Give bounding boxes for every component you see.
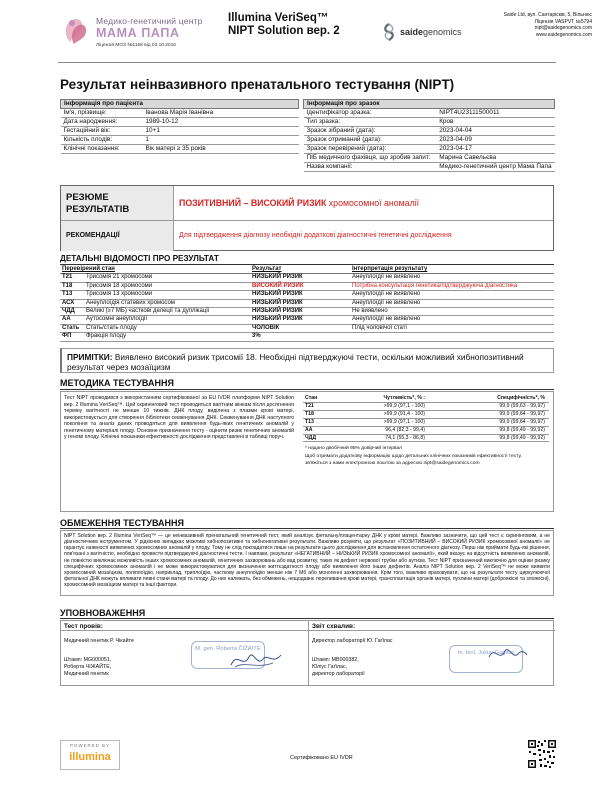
table-row-flagged (60, 282, 554, 290)
saide-brand-suffix: genomics (423, 27, 462, 37)
table-row (60, 291, 554, 299)
saide-brand-text (400, 27, 462, 37)
tested-by-stamp-id: Штамп: MG000051, (64, 657, 112, 663)
table-row (303, 410, 549, 418)
details-table (60, 266, 554, 342)
table-row (303, 418, 549, 426)
condition-interpretation: Анеуплоїдії не виявлено (350, 291, 554, 299)
powered-by-illumina-badge (60, 740, 120, 770)
condition-name: Анеуплоїдія статевих хромосом (84, 299, 250, 307)
sample-label: Зразок зібраний (дата): (304, 127, 437, 136)
condition-interpretation: Анеуплоїдії не виявлено (350, 299, 554, 307)
tested-by-name: Роберта ЧІЖАЙТЕ, (64, 664, 112, 670)
sample-label: Зразок отриманий (дата): (304, 136, 437, 145)
sample-label: Зразок перевірений (дата): (304, 145, 437, 154)
sample-label: Тип зразка: (304, 118, 437, 127)
sample-value: NIPT4U23111500011 (436, 109, 554, 118)
condition-name: Трисомія 18 хромосоми (84, 282, 250, 290)
method-section-title: МЕТОДИКА ТЕСТУВАННЯ (60, 378, 174, 388)
condition-code: ФП (60, 333, 84, 341)
condition-name: Трисомія 21 хромосоми (84, 274, 250, 282)
results-summary-box (60, 185, 554, 251)
condition-name: Аутосомні анеуплоїдії (84, 316, 250, 324)
sample-value: Кров (436, 118, 554, 127)
condition-result: НИЗЬКИЙ РИЗИК (250, 316, 350, 324)
approval-section-title: УПОВНОВАЖЕННЯ (60, 608, 146, 618)
table-row (303, 426, 549, 434)
perf-specificity: 99,9 (99,64 - 99,97) (441, 410, 549, 418)
page-title: Результат неінвазивного пренатального тестування (NIPT) (60, 77, 455, 92)
method-box (60, 391, 554, 512)
approved-by-stamp-text: m. biol. Julius Gagilas (457, 650, 515, 656)
limitations-text: NIPT Solution вер. 2 Illumina VeriSeq™ — це неінвазивний пренатальний генетичний тест, який аналізує фетальну/плацентарну ДНК у крові матері. Важливо зазначити, що цей тест є скринінговим, а не діагностичним інструментом. У рідкісних випадках можливі хибнопозитивні та хибнонегативні результати. Важливо розуміти, що результат «ПОЗИТИВНИЙ – ВИСОКИЙ РИЗИК хромосомної аномалії» не гарантує наявності виявлених хромосомних аномалій у плоду. Тому не слід покладатися лише на результати цього дослідження для встановлення остаточного діагнозу. Перш ніж приймати будь-які рішення, пов'язані з вагітністю, необхідно провести підтверджуючі діагностичні тести. І навпаки, результат «НЕГАТИВНИЙ – НИЗЬКИЙ РИЗИК хромосомної аномалії», який вказує на відсутність виявлених аномалій, не повністю виключає можливість інших хромосомних аномалій, генетичних захворювань або вад розвитку, таких як дефект нервової трубки або аутизм. Тест NIPT призначений виключно для оцінки ризику специфічних хромосомних аномалій і не може використовуватися для визначення життєздатності плоду або виявлення його інших дефектів. Аналіз NIPT Solution вер. 2 VeriSeq™ не може виявити хромосомний мозаїцизм, поліплоїдію, наприклад, триплоїдію, часткову анеуплоїдію менше ніж 7 Мб або моногенні захворювання. Крім того, важливо враховувати, що на результати тесту циркулюючої фетальної ДНК можуть впливати певні стани матері та плоду. До них належать, без обмежень, нещодавнє переливання крові матері, трансплантація органів матері, пухлини матері (доброякісні та злоякісні), хромосомний мозаїцизм матері та інші фактори. (60, 530, 554, 596)
patient-label: Клінічні показання: (61, 145, 143, 154)
perf-sensitivity: >99,9 (97,1 - 100) (343, 402, 441, 410)
approval-box (60, 620, 554, 686)
approved-by-role: Директор лабораторії Ю. Гаґілас (312, 638, 393, 644)
address-line: Ліцензія VASPVT №5794 (534, 18, 592, 25)
condition-code: АСХ (60, 299, 84, 307)
summary-result-rest: хромосомної аномалії (326, 198, 420, 208)
condition-result: 3% (250, 333, 350, 341)
table-row (303, 434, 549, 442)
condition-code: T21 (60, 274, 84, 282)
sample-info-table (303, 99, 555, 172)
tested-by-title: Медичний генетик (64, 671, 109, 677)
lab-address (472, 12, 592, 38)
condition-name: Стать/стать плоду (84, 324, 250, 332)
condition-result: ВИСОКИЙ РИЗИК (250, 282, 350, 290)
perf-sensitivity: 96,4 (82,3 - 99,4) (343, 426, 441, 434)
performance-notes (305, 446, 545, 467)
perf-specificity: 99,8 (99,49 - 99,92) (441, 426, 549, 434)
saide-brand-prefix: saide (400, 27, 424, 37)
patient-label: Ім'я, прізвище: (61, 109, 143, 118)
condition-code: T18 (60, 282, 84, 290)
patient-value: 1 (143, 136, 299, 145)
signature-icon (487, 643, 529, 665)
recommendations-label: РЕКОМЕНДАЦІЇ (61, 221, 174, 251)
sample-info-header: Інформація про зразок (304, 100, 555, 109)
product-title-line-2: NIPT Solution вер. 2 (228, 25, 340, 37)
condition-code: АА (60, 316, 84, 324)
approved-by-name: Юліус Гаґілас, (312, 664, 348, 670)
patient-info-table (60, 99, 299, 154)
illumina-logo: illumina (69, 751, 111, 763)
product-title-line-1: Illumina VeriSeq™ (228, 12, 329, 24)
condition-name: Трисомія 13 хромосоми (84, 291, 250, 299)
signature-icon (229, 647, 283, 673)
tested-by-stamp-text: М. gen. Roberta ČIŽAITĖ (195, 646, 261, 652)
sample-label: Ідентифікатор зразка: (304, 109, 437, 118)
summary-result-bold: ПОЗИТИВНИЙ – ВИСОКИЙ РИЗИК (179, 198, 327, 208)
perf-specificity: 99,9 (99,63 - 99,97) (441, 402, 549, 410)
table-row (60, 299, 554, 307)
recommendations-row (61, 221, 553, 251)
perf-condition: T13 (303, 418, 343, 426)
condition-name: Великі (≥7 МБ) часткові делеції та дуплікації (84, 308, 250, 316)
perf-sensitivity: 74,1 (55,3 - 86,8) (343, 434, 441, 442)
tested-by-column (61, 621, 308, 685)
table-row (60, 274, 554, 282)
condition-result: НИЗЬКИЙ РИЗИК (250, 308, 350, 316)
condition-result: НИЗЬКИЙ РИЗИК (250, 299, 350, 307)
patient-value: Вік матері ≥ 35 років (143, 145, 299, 154)
sample-value: 2023-04-04 (436, 127, 554, 136)
sample-value: 2023-04-09 (436, 136, 554, 145)
address-website: www.saidegenomics.com (535, 31, 592, 38)
clinic-license: Ліцензія МОЗ №1168 від 03.10.2016 (96, 43, 176, 48)
condition-interpretation: Плід чоловічої статі (350, 324, 554, 332)
clinic-logo-icon (60, 14, 90, 48)
patient-label: Гестаційний вік: (61, 127, 143, 136)
perf-sensitivity: >99,9 (97,1 - 100) (343, 418, 441, 426)
condition-result: НИЗЬКИЙ РИЗИК (250, 291, 350, 299)
condition-interpretation (350, 333, 554, 341)
product-title (228, 12, 378, 38)
perf-header-sensitivity: Чутливість*, % : (343, 395, 441, 402)
condition-interpretation: Не виявлено (350, 308, 554, 316)
sample-value: Медико-генетичний центр Мама Папа (436, 163, 554, 172)
perf-header-specificity: Специфічність*, % (441, 395, 549, 402)
limitations-divider (60, 528, 554, 529)
details-section-title: ДЕТАЛЬНІ ВІДОМОСТІ ПРО РЕЗУЛЬТАТ (60, 254, 219, 263)
table-row (303, 402, 549, 410)
details-col-header-interpretation: Інтерпретація результату (350, 266, 554, 274)
details-col-header-result: Результат (250, 266, 350, 274)
table-row (60, 308, 554, 316)
sample-value: Марина Савельєва (436, 154, 554, 163)
condition-interpretation: Потрібна консультація генетика/підтверджуюча діагностика (350, 282, 554, 290)
details-col-header-condition: Перевірений стан (60, 266, 250, 274)
table-row (60, 324, 554, 332)
patient-label: Кількість плодів: (61, 136, 143, 145)
performance-table (303, 395, 549, 442)
sample-value: 2023-04-17 (436, 145, 554, 154)
tested-by-header: Тест провів: (61, 621, 308, 631)
table-row (60, 333, 554, 341)
approved-by-title: директор лабораторії (312, 671, 365, 677)
powered-by-text: POWERED BY (70, 743, 110, 748)
approval-divider (60, 618, 554, 619)
notes-label: ПРИМІТКИ: (67, 352, 113, 362)
address-line: Saide Ltd, вул. Сантарісків, 5, Вільнюс (503, 12, 592, 18)
sample-label: ПІБ медичного фахівця, що зробив запит: (304, 154, 437, 163)
condition-code: T13 (60, 291, 84, 299)
limitations-section-title: ОБМЕЖЕННЯ ТЕСТУВАННЯ (60, 518, 184, 528)
perf-header-condition: Стан (303, 395, 343, 402)
perf-sensitivity: >99,9 (91,4 - 100) (343, 410, 441, 418)
recommendations-text: Для підтвердження діагнозу необхідні додаткові діагностичні генетичні дослідження (179, 232, 452, 239)
perf-specificity: 99,9 (99,64 - 99,97) (441, 418, 549, 426)
condition-interpretation: Анеуплоїдії не виявлено (350, 316, 554, 324)
details-divider (60, 264, 554, 265)
notes-box (60, 348, 554, 373)
perf-note-ci: * надано двобічний 95% довірчий інтервал (305, 446, 403, 451)
perf-condition: ЧДД (303, 434, 343, 442)
perf-specificity: 99,8 (99,49 - 99,92) (441, 434, 549, 442)
sample-label: Назва компанії: (304, 163, 437, 172)
approved-by-stamp-id: Штамп: MB000382, (312, 657, 359, 663)
summary-result (179, 198, 419, 208)
condition-code: Стать (60, 324, 84, 332)
address-email: nipt@saidegenomics.com (534, 25, 592, 32)
patient-value: Іванова Марія Іванівна (143, 109, 299, 118)
patient-value: 10+1 (143, 127, 299, 136)
clinic-logo (60, 12, 240, 54)
summary-label: РЕЗЮМЕ РЕЗУЛЬТАТІВ (61, 186, 174, 220)
condition-interpretation: Анеуплоїдії не виявлено (350, 274, 554, 282)
qr-code-icon (527, 739, 557, 769)
condition-result: ЧОЛОВІК (250, 324, 350, 332)
perf-condition: АА (303, 426, 343, 434)
perf-condition: T21 (303, 402, 343, 410)
patient-info-header: Інформація про пацієнта (61, 100, 299, 109)
perf-condition: T18 (303, 410, 343, 418)
tested-by-role: Медичний генетик Р. Чікайте (64, 638, 134, 644)
condition-name: Фракція плоду (84, 333, 250, 341)
condition-result: НИЗЬКИЙ РИЗИК (250, 274, 350, 282)
notes-text: Виявлено високий ризик трисомії 18. Необхідні підтверджуючі тести, оскільки можливий хибнопозитивний результат через мозаїцизм (67, 352, 524, 373)
saide-logo-icon (382, 23, 396, 41)
certification-text: Сертифіковано EU IVDR (290, 755, 353, 761)
patient-label: Дата народження: (61, 118, 143, 127)
approved-by-header: Звіт схвалив: (309, 621, 555, 631)
header-divider (58, 62, 556, 63)
patient-value: 1989-10-12 (143, 118, 299, 127)
method-description: Тест NIPT проводився з використанням сертифікованої за EU IVDR платформи NIPT Solution вер. 2 Illumina VeriSeq™. Цей скринінговий тест проводиться вагітним жінкам після досягнення терміну вагітності не менше 10 тижнів. ДНК плоду, виділена з плазми крові матері, використовується для створення бібліотеки секвенування ДНК. Секвенування ДНК наступного покоління та аналіз даних проводяться для виявлення будь-яких генетичних аномалій у генетичному матеріалі плоду. Основне призначення тесту - оцінити ризик генетичних аномалій у геномі плоду. Клінічні показники ефективності дослідження представлені в таблиці поруч. (64, 395, 294, 440)
condition-code: ЧДД (60, 308, 84, 316)
approved-by-column (308, 621, 555, 685)
method-divider (60, 389, 554, 390)
table-row (60, 316, 554, 324)
clinic-brand: МАМА ПАПА (96, 26, 180, 40)
perf-note-contact: Щоб отримати додаткову інформацію щодо детальних клінічних показників ефективності тесту, зв'яжіться з нами електронною поштою за адресою nipt@saidegenomics.com (305, 454, 522, 466)
summary-row (61, 186, 553, 221)
clinic-name: Медико-генетичний центр (96, 16, 203, 26)
